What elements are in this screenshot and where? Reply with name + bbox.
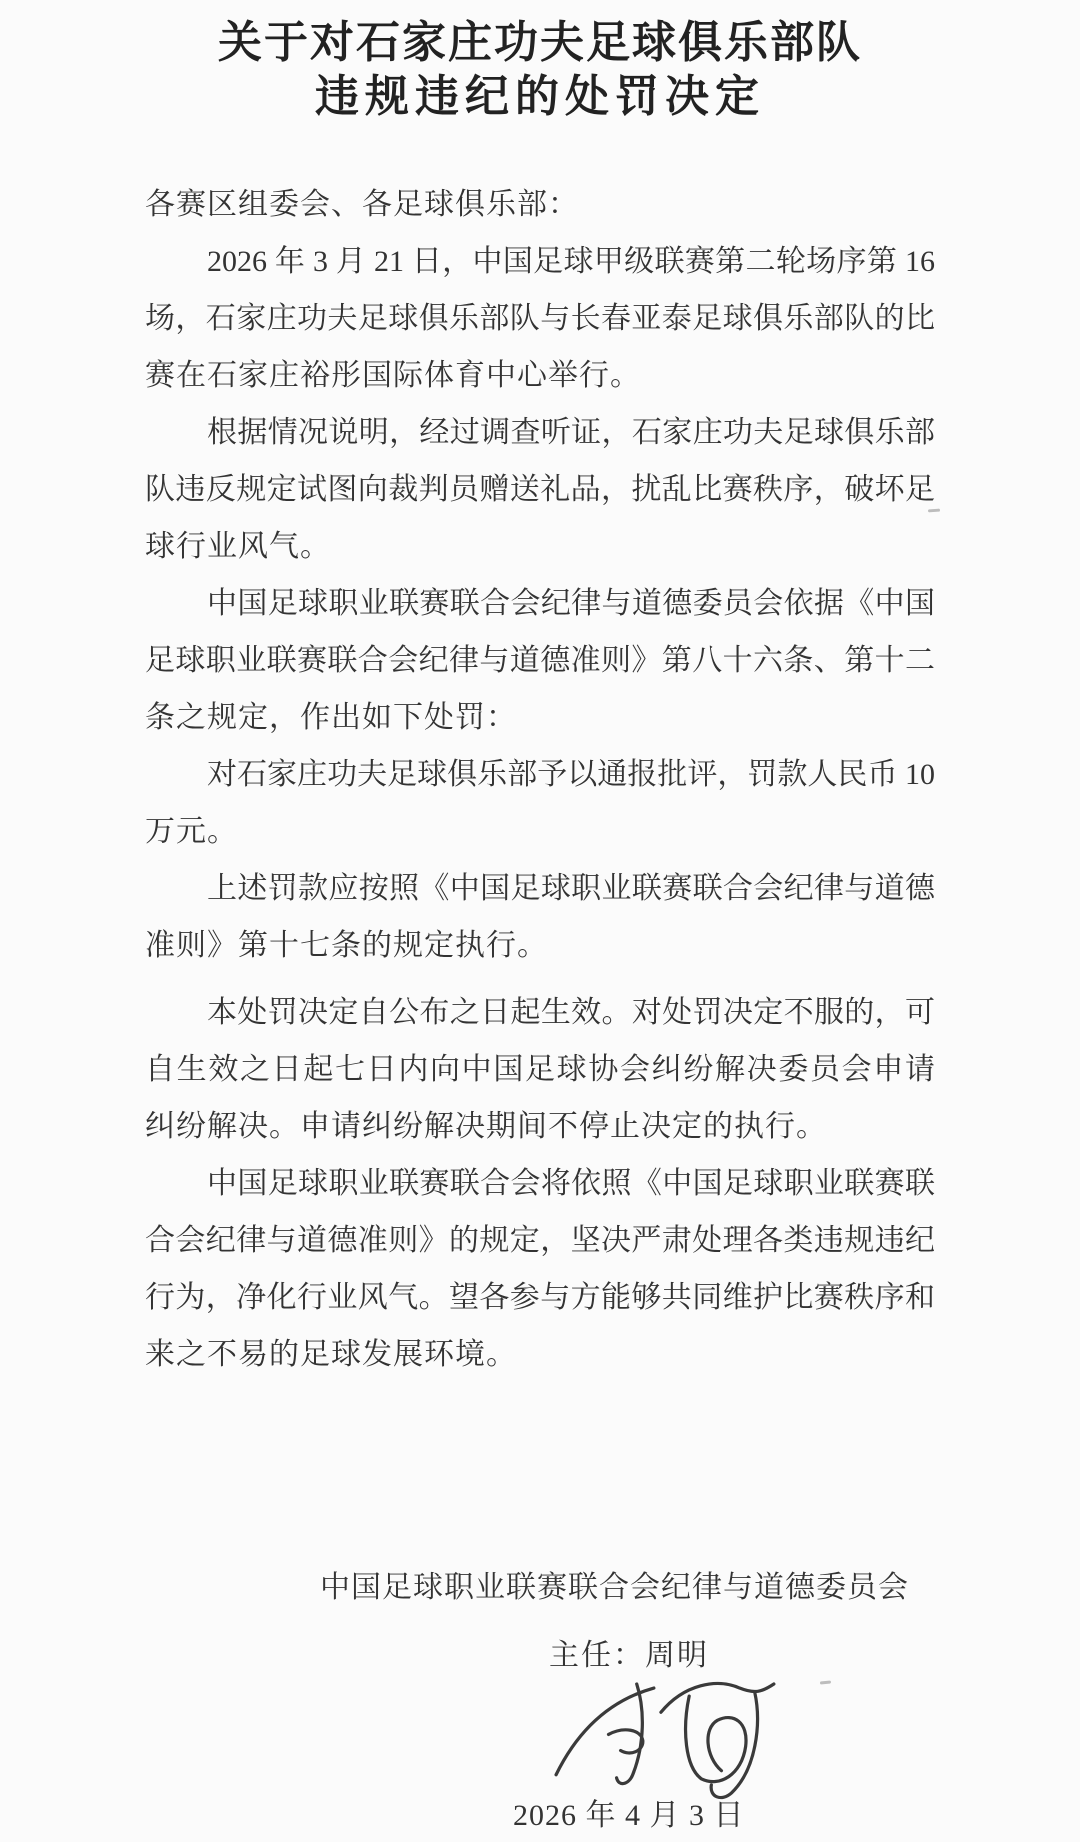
- body-line: 行为，净化行业风气。望各参与方能够共同维护比赛秩序和: [145, 1281, 935, 1314]
- body-line: 根据情况说明，经过调查听证，石家庄功夫足球俱乐部: [207, 416, 935, 449]
- signature-stroke: [686, 1696, 746, 1782]
- body-line: 足球职业联赛联合会纪律与道德准则》第八十六条、第十二: [145, 644, 935, 677]
- salutation-line: 各赛区组委会、各足球俱乐部：: [145, 188, 579, 221]
- body-line: 上述罚款应按照《中国足球职业联赛联合会纪律与道德: [207, 872, 935, 905]
- signer-line: 主任：周明: [549, 1639, 709, 1672]
- document-title-line-1: 关于对石家庄功夫足球俱乐部队: [218, 18, 862, 67]
- body-line: 合会纪律与道德准则》的规定，坚决严肃处理各类违规违纪: [145, 1224, 935, 1257]
- body-line: 中国足球职业联赛联合会将依照《中国足球职业联赛联: [207, 1167, 935, 1200]
- signature-stroke: [609, 1730, 643, 1753]
- scan-artifact: [820, 1680, 831, 1684]
- body-line: 准则》第十七条的规定执行。: [145, 929, 548, 962]
- body-line: 万元。: [145, 815, 238, 848]
- issuer-organization: 中国足球职业联赛联合会纪律与道德委员会: [320, 1571, 909, 1604]
- body-line: 中国足球职业联赛联合会纪律与道德委员会依据《中国: [207, 587, 935, 620]
- document-body: [145, 176, 935, 1383]
- body-line: 来之不易的足球发展环境。: [145, 1338, 517, 1371]
- document-title-line-2: 违规违纪的处罚决定: [315, 72, 765, 121]
- scan-artifact: [928, 509, 940, 513]
- document-title: [0, 0, 1080, 124]
- body-line: 自生效之日起七日内向中国足球协会纠纷解决委员会申请: [145, 1053, 935, 1086]
- body-line: 纠纷解决。申请纠纷解决期间不停止决定的执行。: [145, 1110, 827, 1143]
- body-line: 对石家庄功夫足球俱乐部予以通报批评，罚款人民币 10: [207, 758, 935, 791]
- body-line: 本处罚决定自公布之日起生效。对处罚决定不服的，可: [207, 996, 935, 1029]
- body-line: 条之规定，作出如下处罚：: [145, 701, 517, 734]
- body-line: 队违反规定试图向裁判员赠送礼品，扰乱比赛秩序，破坏足: [145, 473, 935, 506]
- body-line: 2026 年 3 月 21 日，中国足球甲级联赛第二轮场序第 16: [207, 245, 935, 278]
- body-line: 球行业风气。: [145, 530, 331, 563]
- body-line: 赛在石家庄裕彤国际体育中心举行。: [145, 359, 641, 392]
- issue-date: 2026 年 4 月 3 日: [513, 1799, 745, 1832]
- body-line: 场，石家庄功夫足球俱乐部队与长春亚泰足球俱乐部队的比: [145, 302, 935, 335]
